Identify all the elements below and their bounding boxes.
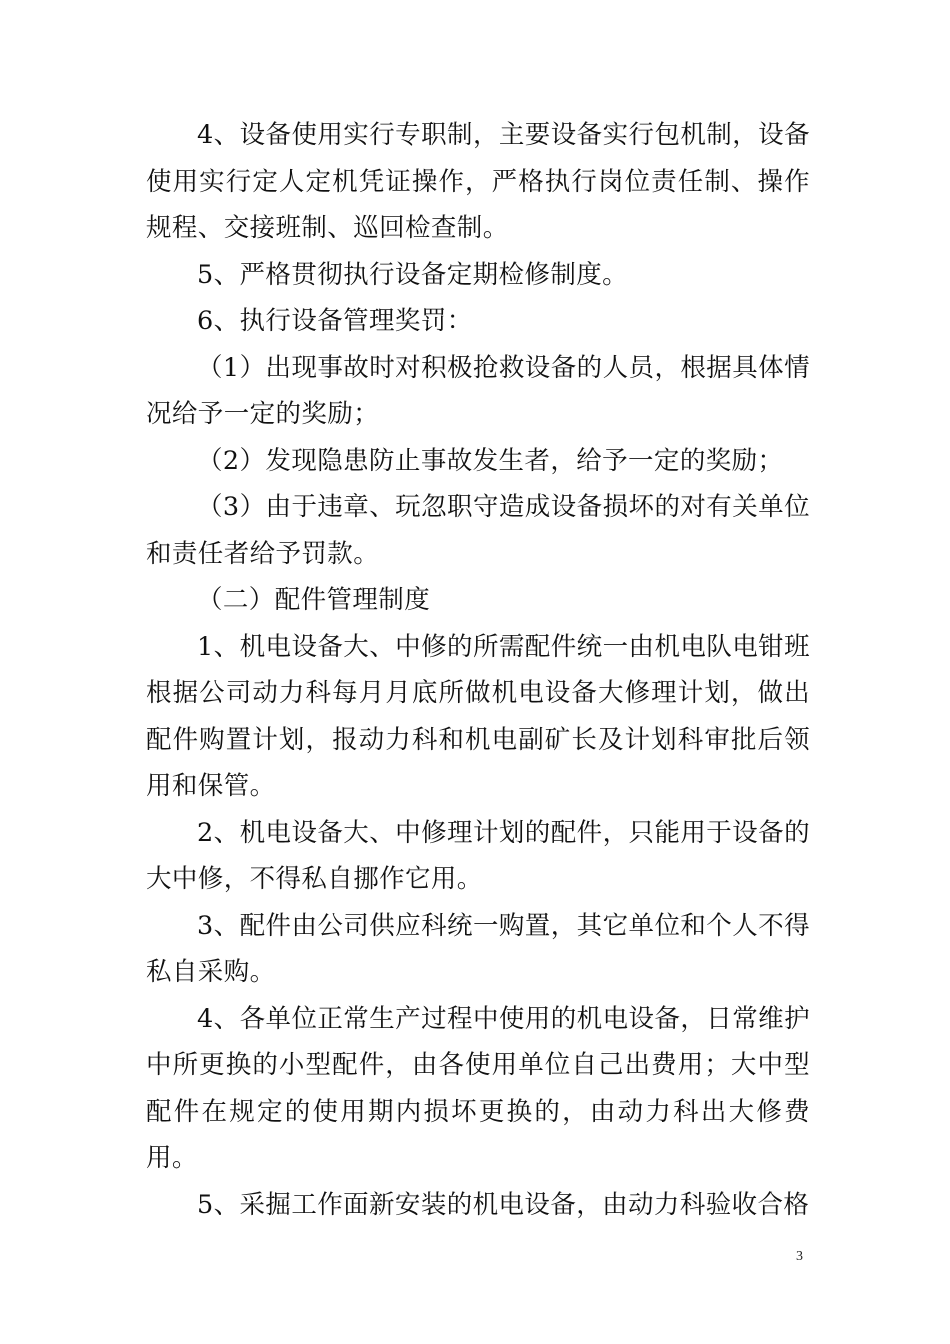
paragraph-new-installation: 5、采掘工作面新安装的机电设备，由动力科验收合格 xyxy=(197,1189,810,1220)
paragraph-parts-costs: 4、各单位正常生产过程中使用的机电设备，日常维护中所更换的小型配件，由各使用单位自己出费用；大中型配件在规定的使用期内损坏更换的，由动力科出大修费用。 xyxy=(146,1003,810,1173)
page-number: 3 xyxy=(796,1249,803,1264)
paragraph-reward-rescue: （1）出现事故时对积极抢救设备的人员，根据具体情况给予一定的奖励； xyxy=(146,352,810,429)
paragraph-reward-hazard: （2）发现隐患防止事故发生者，给予一定的奖励； xyxy=(197,445,784,476)
paragraph-equipment-use: 4、设备使用实行专职制，主要设备实行包机制，设备使用实行定人定机凭证操作，严格执行岗位责任制、操作规程、交接班制、巡回检查制。 xyxy=(146,120,810,243)
paragraph-periodic-maintenance: 5、严格贯彻执行设备定期检修制度。 xyxy=(197,259,629,290)
paragraph-parts-procurement-plan: 1、机电设备大、中修的所需配件统一由机电队电钳班根据公司动力科每月月底所做机电设备大修理计划，做出配件购置计划，报动力科和机电副矿长及计划科审批后领用和保管。 xyxy=(146,631,810,801)
paragraph-parts-usage: 2、机电设备大、中修理计划的配件，只能用于设备的大中修，不得私自挪作它用。 xyxy=(146,817,810,894)
paragraph-rewards-penalties: 6、执行设备管理奖罚： xyxy=(197,306,473,336)
paragraph-parts-purchasing: 3、配件由公司供应科统一购置，其它单位和个人不得私自采购。 xyxy=(146,910,810,987)
document-body xyxy=(146,112,810,1228)
paragraph-penalty-violation: （3）由于违章、玩忽职守造成设备损坏的对有关单位和责任者给予罚款。 xyxy=(146,492,810,569)
section-heading-parts-management: （二）配件管理制度 xyxy=(197,585,431,615)
